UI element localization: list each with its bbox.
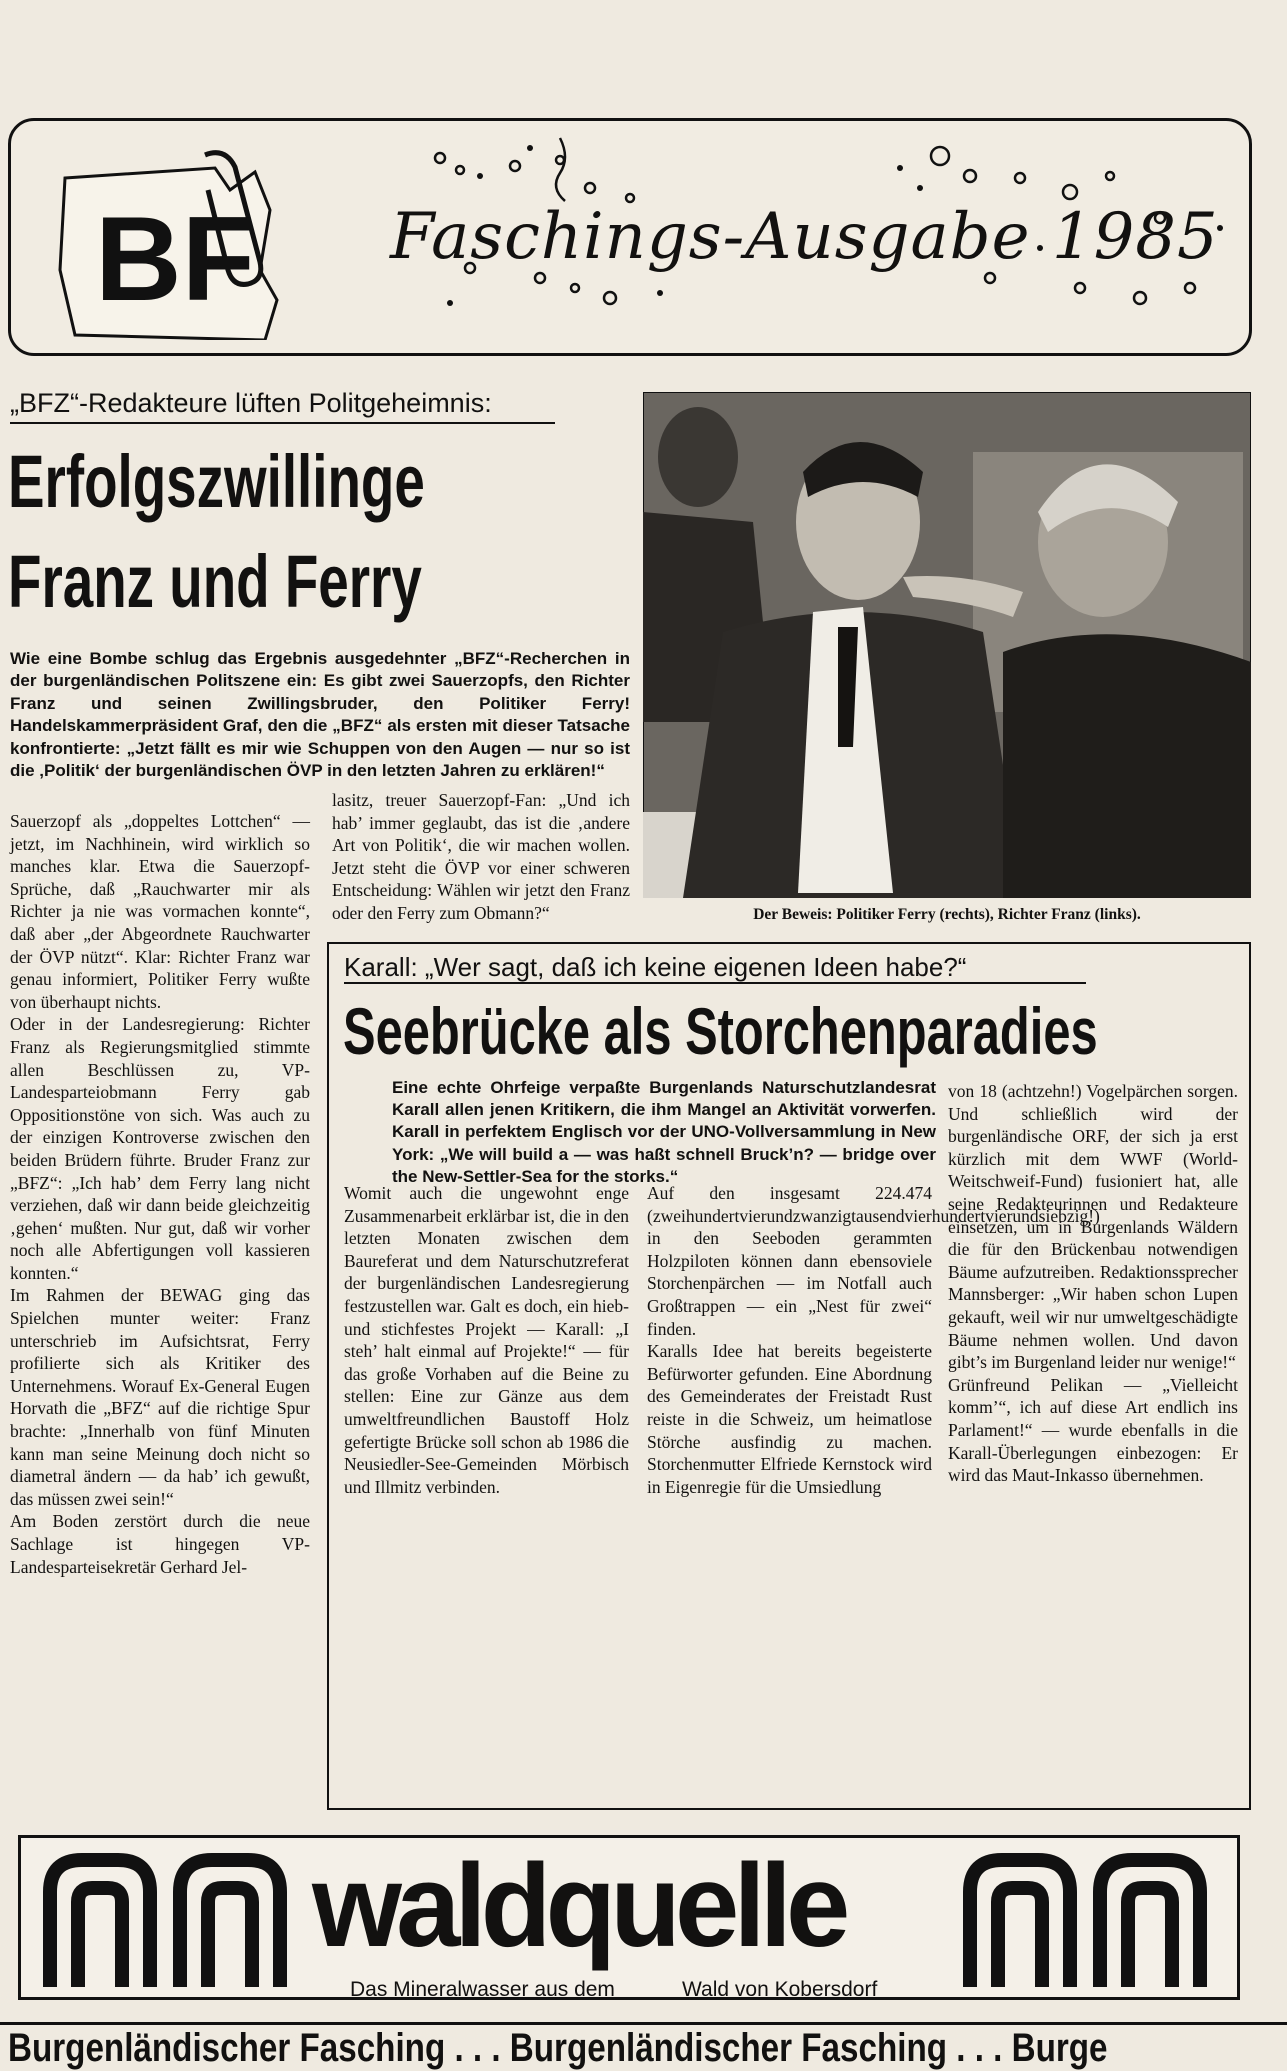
article1-lead: Wie eine Bombe schlug das Ergebnis ausgedehnter „BFZ“-Recherchen in der burgenländischen Politszene ein: Es gibt zwei Sauerzopfs, den Richter Franz und seinen Zwillingsbruder, den Politiker Ferry! Handelskammerpräsident Graf, den die „BFZ“ als ersten mit dieser Tatsache konfrontierte: „Jetzt fällt es mir wie Schuppen von den Augen — nur so ist die ‚Politik‘ der burgenländischen ÖVP in den letzten Jahren zu erklären!“ <box>10 649 630 781</box>
ad-tagline-right: Wald von Kobersdorf <box>682 1978 878 2001</box>
footer-rule <box>0 2022 1287 2025</box>
article2-column3: von 18 (achtzehn!) Vogelpärchen sorgen. Und schließlich wird der burgenländische ORF, der sich ja erst kürzlich mit dem WWF (World-Weitschweif-Fund) fusioniert hat, alle seine Redakteurinnen und Redakteure einsetzen, um in Burgenlands Wäldern die für den Brückenbau notwendigen Bäume aufzutreiben. Redaktionssprecher Mannsberger: „Wir haben schon Lupen gekauft, weil wir nur umweltgeschädigte Bäume nehmen wollen. Und davon gibt’s im Burgenland leider nur wenige!“ Grünfreund Pelikan — „Vielleicht komm’“, ich auf diese Art endlich ins Parlament!“ — wurde ebenfalls in die Karall-Überlegungen einbezogen: Er wird das Maut-Inkasso übernehmen. <box>948 1081 1238 1486</box>
article1-headline-line2: Franz und Ferry <box>8 540 422 623</box>
article2-lead: Eine echte Ohrfeige verpaßte Burgenlands Naturschutzlandesrat Karall allen jenen Kritikern, die ihm Mangel an Aktivität vorwerfen. Karall in perfektem Englisch vor der UNO-Vollversammlung in New York: „We will build a — was haßt schnell Bruck’n? — bridge over the New-Settler-Sea for the storks.“ <box>392 1078 936 1186</box>
bleed-through-strip <box>0 66 1287 102</box>
article2-column2: Auf den insgesamt 224.474 (zweihundertvierundzwanzigtausendvierhundertvierundsiebzig!) in den Seeboden gerammten Holzpiloten können dann ebensoviele Storchenpärchen — im Notfall auch Großtrappen — ein „Nest für zwei“ finden. Karalls Idee hat bereits begeisterte Befürworter gefunden. Eine Abordnung des Gemeinderates der Freistadt Rust reiste in die Schweiz, um heimatlose Störche ausfindig zu machen. Storchenmutter Elfriede Kernstock wird in Eigenregie für die Umsiedlung <box>647 1183 1100 1497</box>
article2-kicker: Karall: „Wer sagt, daß ich keine eigenen Ideen habe?“ <box>344 952 967 982</box>
logo-text: BF <box>95 192 255 326</box>
waldquelle-emblem-right <box>960 1852 1220 1987</box>
waldquelle-emblem-left <box>40 1852 300 1987</box>
article1-column2: lasitz, treuer Sauerzopf-Fan: „Und ich hab’ immer geglaubt, das ist die ‚andere Art von Politik‘, die wir machen wollen. Jetzt steht die ÖVP vor einer schweren Entscheidung: Wählen wir jetzt den Franz oder den Ferry zum Obmann?“ <box>332 790 630 923</box>
article2-column1: Womit auch die ungewohnt enge Zusammenarbeit erklärbar ist, die in den letzten Monaten zwischen dem Baureferat und dem Naturschutzreferat der burgenländischen Landesregierung festzustellen war. Galt es doch, ein hieb- und stichfestes Projekt — Karall: „I steh’ halt einmal auf Projekte!“ — für das große Vorhaben auf die Beine zu stellen: Eine zur Gänze aus dem umweltfreundlichen Baustoff Holz gefertigte Brücke soll schon ab 1986 die Neusiedler-See-Gemeinden Mörbisch und Illmitz verbinden. <box>344 1183 629 1497</box>
article1-headline-line1: Erfolgszwillinge <box>8 440 425 523</box>
article1-column1: Sauerzopf als „doppeltes Lottchen“ — jetzt, im Nachhinein, wird wirklich so manches klar. Etwa die Sauerzopf-Sprüche, daß „Rauchwarter mir als Richter ja nie was vormachen konnte“, daß aber „der Abgeordnete Rauchwarter der ÖVP nützt“. Klar: Richter Franz war genau informiert, Politiker Ferry wußte von überhaupt nichts. Oder in der Landesregierung: Richter Franz als Regierungsmitglied stimmte allen Beschlüssen zu, VP-Landesparteiobmann Ferry gab Oppositionstöne von sich. Was auch zu der einzigen Kontroverse zwischen den beiden Brüdern führte. Bruder Franz zur „BFZ“: „Ich hab’ dem Ferry lang nicht verziehen, daß wir dann beide gleichzeitig ‚gehen‘ mußten. Nur gut, daß wir vorher noch alle Abfertigungen voll kassieren konnten.“ Im Rahmen der BEWAG ging das Spielchen munter weiter: Franz unterschrieb im Aufsichtsrat, Ferry profilierte sich als Kritiker des Unternehmens. Worauf Ex-General Eugen Horvath die „BFZ“ auf die richtige Spur brachte: „Innerhalb von fünf Minuten kann man seine Meinung doch nicht so diametral ändern — da hab’ ich gewußt, das müssen zwei sein!“ Am Boden zerstört durch die neue Sachlage ist hingegen VP-Landesparteisekretär Gerhard Jel- <box>10 811 310 1577</box>
photo-caption: Der Beweis: Politiker Ferry (rechts), Richter Franz (links). <box>753 906 1141 923</box>
article1-photo <box>643 392 1251 898</box>
masthead-title: Faschings-Ausgabe 1985 <box>390 200 1219 274</box>
footer-banner: Burgenländischer Fasching . . . Burgenländischer Fasching . . . Burge <box>8 2026 1108 2070</box>
ad-tagline-left: Das Mineralwasser aus dem <box>350 1978 615 2001</box>
article1-kicker: „BFZ“-Redakteure lüften Politgeheimnis: <box>10 388 492 418</box>
bfz-logo <box>55 150 305 340</box>
waldquelle-wordmark: waldquelle <box>312 1840 845 1972</box>
article2-headline: Seebrücke als Storchenparadies <box>343 994 1098 1068</box>
kicker-rule <box>10 422 555 424</box>
kicker-rule <box>344 982 1086 984</box>
